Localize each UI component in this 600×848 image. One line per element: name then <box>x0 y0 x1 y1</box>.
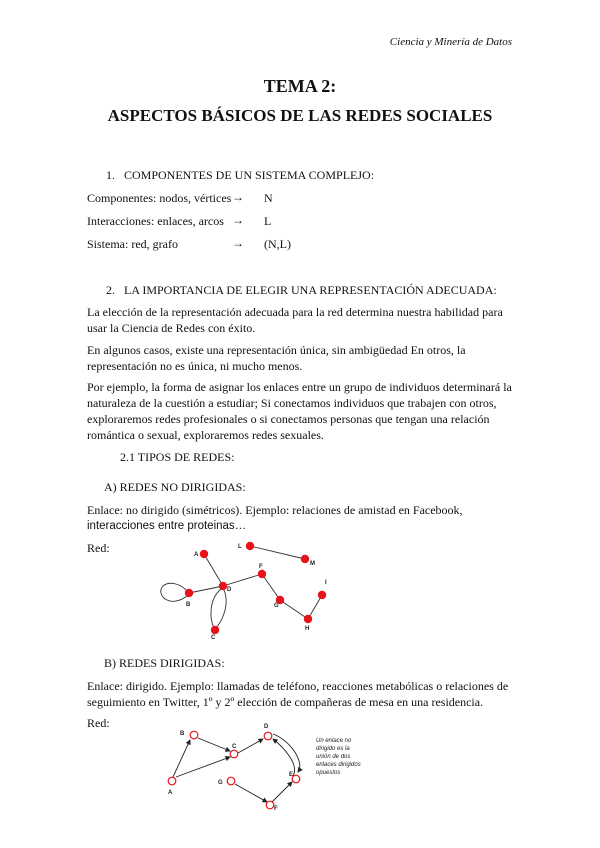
section2-heading <box>106 283 497 298</box>
undirected-nodes <box>185 542 326 634</box>
directed-network-graph <box>160 722 370 822</box>
node-d <box>219 582 227 590</box>
edge-f-e <box>272 782 292 802</box>
undirected-network-graph <box>150 535 360 643</box>
node-label-e: E <box>289 772 294 778</box>
edge-a-d <box>204 554 223 586</box>
page-title: TEMA 2: <box>263 76 337 96</box>
undirected-description-continued: interacciones entre proteinas… <box>87 520 247 532</box>
subsection-heading: 2.1 TIPOS DE REDES: <box>120 450 235 464</box>
edge-d-e <box>273 734 300 772</box>
edge-d-f <box>223 574 262 586</box>
edge-f-g <box>262 574 280 600</box>
node-label-h: H <box>305 626 310 632</box>
paragraph-1: La elección de la representación adecuada para la red determina nuestra habilidad para usar la Ciencia de Redes con éxito. <box>87 305 503 335</box>
note-line-4: enlaces dirigidos <box>316 762 361 768</box>
node-h <box>304 615 312 623</box>
arrow-icon: → <box>232 236 244 250</box>
node-m <box>301 555 309 563</box>
node-label-m: M <box>310 561 315 567</box>
note-line-2: dirigido es la <box>316 746 350 752</box>
arrow-icon: → <box>232 213 244 227</box>
arrow-icon: → <box>232 190 244 204</box>
node-label-b: B <box>186 602 191 608</box>
undirected-description: Enlace: no dirigido (simétricos). Ejemplo: relaciones de amistad en Facebook, <box>87 503 463 517</box>
components-label: Componentes: nodos, vértices <box>87 191 232 205</box>
page-subtitle: ASPECTOS BÁSICOS DE LAS REDES SOCIALES <box>107 106 493 125</box>
node-label-d: D <box>264 724 269 730</box>
node-label-a: A <box>194 552 199 558</box>
course-header: Ciencia y Minería de Datos <box>389 36 512 48</box>
node-label-f: F <box>259 564 263 570</box>
section1-heading <box>106 168 374 183</box>
node-label-f: F <box>274 806 278 812</box>
node-b <box>190 731 198 739</box>
edge-l-m <box>250 546 305 559</box>
directed-heading: B) REDES DIRIGIDAS: <box>104 656 225 670</box>
edge-d-c <box>211 589 221 628</box>
note-line-5: opuestos <box>316 770 341 776</box>
node-label-l: L <box>238 544 242 550</box>
components-value: N <box>264 191 273 205</box>
edge-b-loop <box>161 583 187 601</box>
node-label-d: D <box>227 587 232 593</box>
section1-number: 1. <box>106 168 115 182</box>
directed-description: Enlace: dirigido. Ejemplo: llamadas de teléfono, reacciones metabólicas o relaciones de seguimiento en Twitter, 1º y 2º elección de compañeras de mesa en una residencia. <box>87 679 509 709</box>
system-label: Sistema: red, grafo <box>87 237 178 251</box>
edge-c-d <box>238 739 263 753</box>
node-label-g: G <box>274 603 279 609</box>
interactions-label: Interacciones: enlaces, arcos <box>87 214 224 228</box>
node-f <box>266 801 274 809</box>
system-value: (N,L) <box>264 237 291 251</box>
node-c <box>211 626 219 634</box>
node-label-a: A <box>168 790 173 796</box>
directed-red-label: Red: <box>87 716 110 730</box>
node-label-g: G <box>218 780 223 786</box>
interactions-value: L <box>264 214 272 228</box>
edge-b-c <box>198 738 230 751</box>
undirected-heading: A) REDES NO DIRIGIDAS: <box>104 480 246 494</box>
node-a <box>200 550 208 558</box>
node-a <box>168 777 176 785</box>
edge-d-c-2 <box>216 590 226 628</box>
paragraph-2: En algunos casos, existe una representación única, sin ambigüedad En otros, la representación no es única, ni mucho menos. <box>87 343 466 373</box>
section2-number: 2. <box>106 283 115 297</box>
node-g <box>227 777 235 785</box>
node-f <box>258 570 266 578</box>
node-d <box>264 732 272 740</box>
node-c <box>230 750 238 758</box>
note-line-1: Un enlace no <box>316 738 352 744</box>
section2-title: LA IMPORTANCIA DE ELEGIR UNA REPRESENTACIÓN ADECUADA: <box>124 283 497 297</box>
paragraph-3: Por ejemplo, la forma de asignar los enlaces entre un grupo de individuos determinará la naturaleza de la cuestión a estudiar; Si conectamos individuos que trabajen con otros, exploraremos redes profesionales o si conectamos personas que tengan una relación romántica o sexual, exploraremos redes sexuales. <box>87 380 512 442</box>
node-label-c: C <box>232 744 237 750</box>
node-e <box>292 775 300 783</box>
node-label-i: I <box>325 580 327 586</box>
note-line-3: unión de dos <box>316 754 351 760</box>
node-label-c: C <box>211 635 216 641</box>
directed-nodes <box>168 731 300 809</box>
node-label-b: B <box>180 731 185 737</box>
edge-a-c <box>176 757 230 777</box>
node-i <box>318 591 326 599</box>
undirected-red-label: Red: <box>87 541 110 555</box>
node-b <box>185 589 193 597</box>
section1-title: COMPONENTES DE UN SISTEMA COMPLEJO: <box>124 168 375 182</box>
edge-a-b <box>173 740 190 777</box>
edge-g-h <box>280 600 308 619</box>
edge-g-f <box>235 784 267 802</box>
edge-e-d <box>273 739 295 776</box>
node-l <box>246 542 254 550</box>
